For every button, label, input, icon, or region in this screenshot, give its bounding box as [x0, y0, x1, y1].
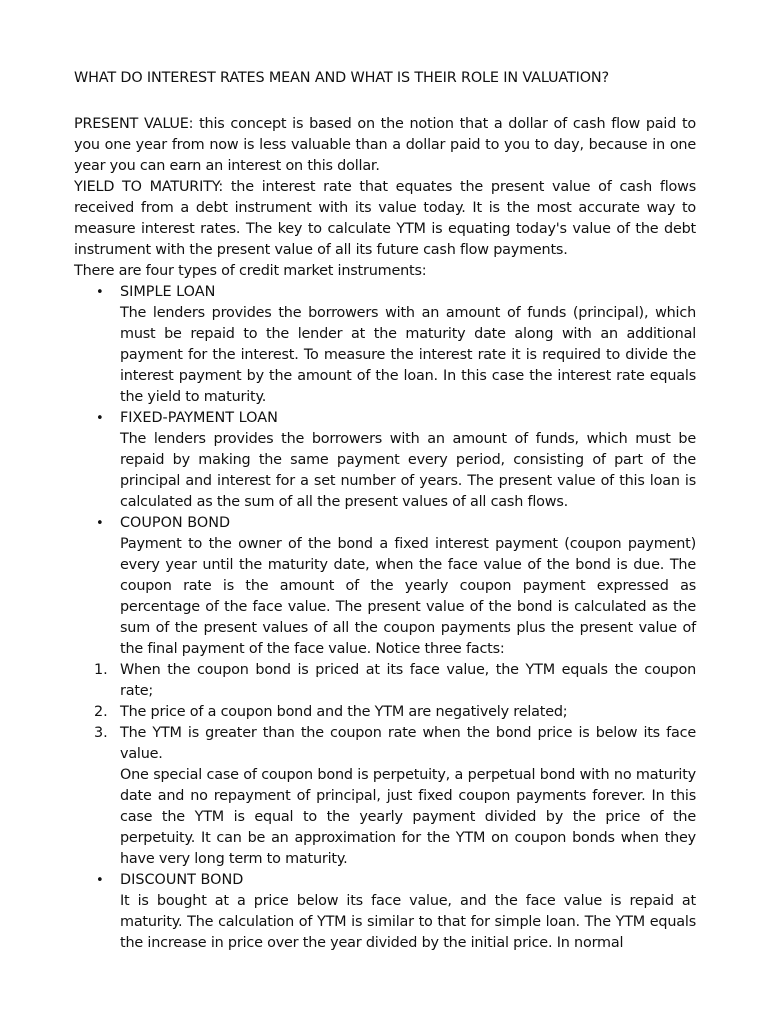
discount-bond-heading: DISCOUNT BOND [120, 872, 244, 888]
document-page [74, 68, 696, 954]
bullet-icon: • [96, 285, 104, 300]
document-title: WHAT DO INTEREST RATES MEAN AND WHAT IS THEIR ROLE IN VALUATION? [74, 70, 609, 86]
fact-item-2 [74, 702, 696, 723]
fact-text: The price of a coupon bond and the YTM are negatively related; [120, 704, 568, 720]
bullet-icon: • [96, 873, 104, 888]
fixed-payment-loan-heading: FIXED-PAYMENT LOAN [120, 410, 278, 426]
coupon-bond-description: Payment to the owner of the bond a fixed interest payment (coupon payment) every year until the maturity date, when the face value of the bond is due. The coupon rate is the amount of the yearly coupon payment expressed as percentage of the face value. The present value of the bond is calculated as the sum of the present values of all the coupon payments plus the present value of the final payment of the face value. Notice three facts: [120, 536, 696, 657]
instrument-types-intro: There are four types of credit market instruments: [74, 263, 427, 279]
fact-text: When the coupon bond is priced at its face value, the YTM equals the coupon rate; [120, 662, 696, 699]
list-item-discount-bond [74, 870, 696, 954]
fact-item-1 [74, 660, 696, 702]
simple-loan-description: The lenders provides the borrowers with an amount of funds (principal), which must be repaid to the lender at the maturity date along with an additional payment for the interest. To measure the interest rate it is required to divide the interest payment by the amount of the loan. In this case the interest rate equals the yield to maturity. [120, 305, 696, 405]
fact-item-3 [74, 723, 696, 870]
perpetuity-paragraph: One special case of coupon bond is perpetuity, a perpetual bond with no maturity date and no repayment of principal, just fixed coupon payments forever. In this case the YTM is equal to the yearly payment divided by the price of the perpetuity. It can be an approximation for the YTM on coupon bonds when they have very long term to maturity. [120, 767, 696, 867]
yield-to-maturity-paragraph: YIELD TO MATURITY: the interest rate that equates the present value of cash flows received from a debt instrument with its value today. It is the most accurate way to measure interest rates. The key to calculate YTM is equating today's value of the debt instrument with the present value of all its future cash flow payments. [74, 179, 696, 258]
fact-text: The YTM is greater than the coupon rate when the bond price is below its face value. [120, 725, 696, 762]
list-item-fixed-payment-loan [74, 408, 696, 513]
fixed-payment-loan-description: The lenders provides the borrowers with an amount of funds, which must be repaid by making the same payment every period, consisting of part of the principal and interest for a set number of years. The present value of this loan is calculated as the sum of all the present values of all cash flows. [120, 431, 696, 510]
bullet-icon: • [96, 516, 104, 531]
fact-number: 1. [94, 662, 108, 678]
fact-number: 3. [94, 725, 108, 741]
fact-number: 2. [94, 704, 108, 720]
bullet-icon: • [96, 411, 104, 426]
present-value-paragraph: PRESENT VALUE: this concept is based on the notion that a dollar of cash flow paid to you one year from now is less valuable than a dollar paid to you to day, because in one year you can earn an interest on this dollar. [74, 116, 696, 174]
simple-loan-heading: SIMPLE LOAN [120, 284, 216, 300]
list-item-coupon-bond [74, 513, 696, 660]
coupon-bond-heading: COUPON BOND [120, 515, 231, 531]
list-item-simple-loan [74, 282, 696, 408]
discount-bond-description: It is bought at a price below its face value, and the face value is repaid at maturity. The calculation of YTM is similar to that for simple loan. The YTM equals the increase in price over the year divided by the initial price. In normal [120, 893, 696, 951]
